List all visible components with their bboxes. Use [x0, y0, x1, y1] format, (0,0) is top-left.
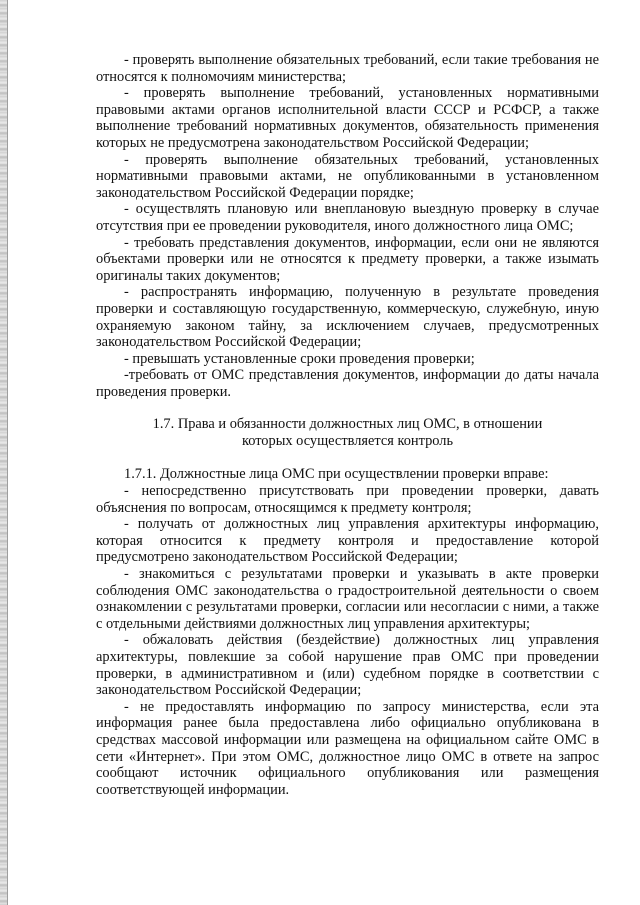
paragraph-3: - проверять выполнение обязательных требований, установленных нормативными правовыми актами, не опубликованными в установленном законодательством Российской Федерации порядке;: [96, 151, 599, 201]
paragraph-12: - знакомиться с результатами проверки и указывать в акте проверки соблюдения ОМС законодательства о градостроительной деятельности о своем ознакомлении с результатами проверки, согласии или несогласии с ними, а также с отдельными действиями должностных лиц управления архитектуры;: [96, 566, 599, 632]
paragraph-7: - превышать установленные сроки проведения проверки;: [124, 350, 475, 367]
paragraph-10: - непосредственно присутствовать при проведении проверки, давать объяснения по вопросам, относящимся к предмету контроля;: [96, 483, 599, 516]
scan-binding-edge: [0, 0, 8, 905]
paragraph-9: 1.7.1. Должностные лица ОМС при осуществлении проверки вправе:: [124, 466, 549, 483]
paragraph-1: - проверять выполнение обязательных требований, если такие требования не относятся к полномочиям министерства;: [96, 52, 599, 85]
paragraph-2: - проверять выполнение требований, установленных нормативными правовыми актами органов исполнительной власти СССР и РСФСР, а также выполнение требований нормативных документов, обязательность применения которых не предусмотрена законодательством Российской Федерации;: [96, 85, 599, 151]
paragraph-5: - требовать представления документов, информации, если они не являются объектами проверки или не относятся к предмету проверки, а также изымать оригиналы таких документов;: [96, 234, 599, 284]
section-heading: 1.7. Права и обязанности должностных лиц ОМС, в отношении которых осуществляется контроль: [152, 416, 543, 450]
paragraph-13: - обжаловать действия (бездействие) должностных лиц управления архитектуры, повлекшие за собой нарушение прав ОМС при проведении проверки, в административном и (или) судебном порядке в соответствии с законодательством Российской Федерации;: [96, 632, 599, 699]
document-page: [96, 52, 599, 798]
paragraph-4: - осуществлять плановую или внеплановую выездную проверку в случае отсутствия при ее проведении руководителя, иного должностного лица ОМС;: [96, 201, 599, 234]
paragraph-8: -требовать от ОМС представления документов, информации до даты начала проведения проверки.: [96, 367, 599, 400]
paragraph-6: - распространять информацию, полученную в результате проведения проверки и составляющую государственную, коммерческую, служебную, иную охраняемую законом тайну, за исключением случаев, предусмотренных законодательством Российской Федерации;: [96, 284, 599, 351]
paragraph-11: - получать от должностных лиц управления архитектуры информацию, которая относится к предмету контроля и предоставление которой предусмотрено законодательством Российской Федерации;: [96, 516, 599, 566]
paragraph-14: - не предоставлять информацию по запросу министерства, если эта информация ранее была предоставлена либо официально опубликована в средствах массовой информации или размещена на официальном сайте ОМС в сети «Интернет». При этом ОМС, должностное лицо ОМС в ответе на запрос сообщают источник официального опубликования или размещения соответствующей информации.: [96, 698, 599, 798]
